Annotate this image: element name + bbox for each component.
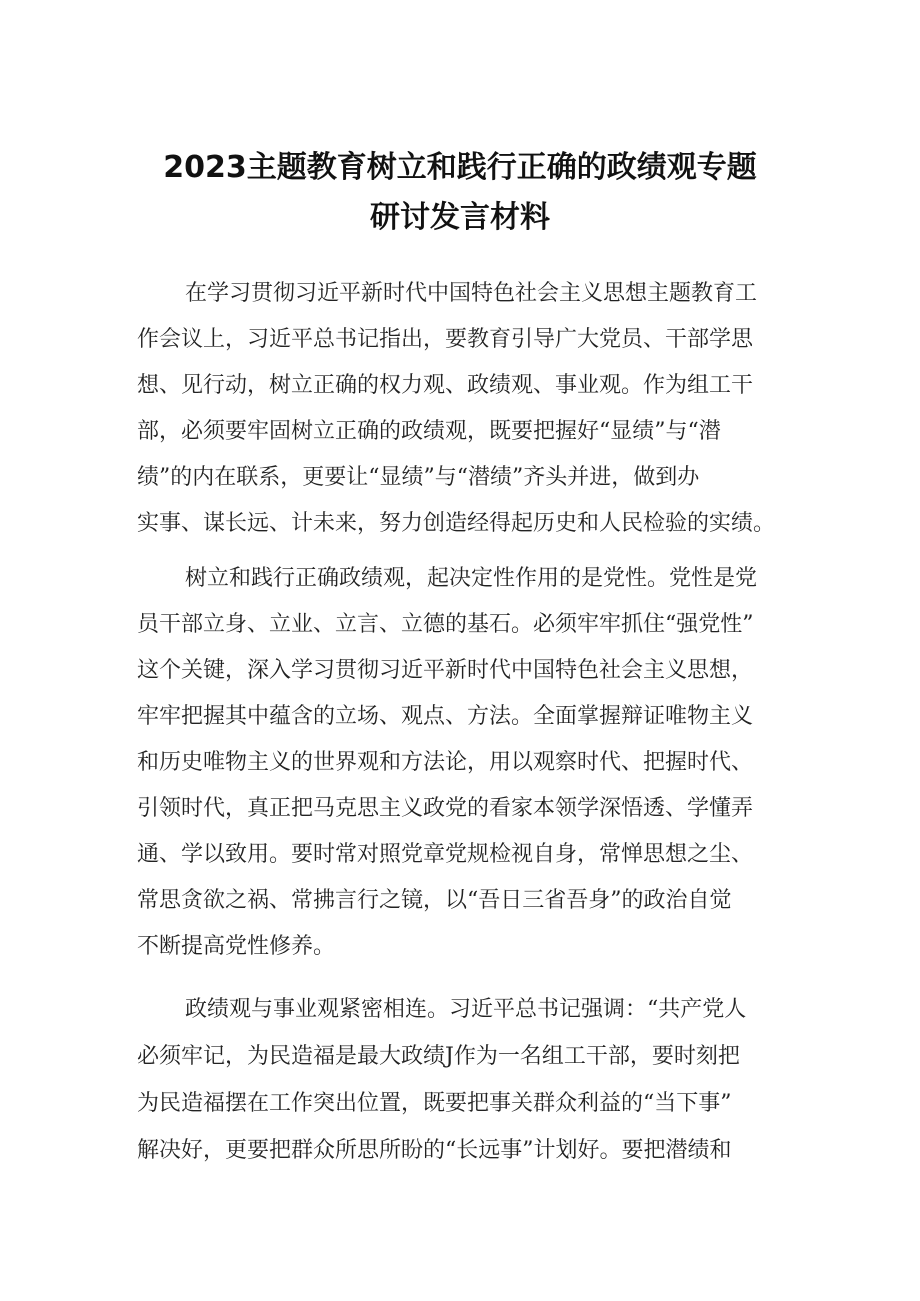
- paragraph-line: 实事、谋长远、计未来，努力创造经得起历史和人民检验的实绩。: [137, 511, 776, 536]
- paragraph-line: 树立和践行正确政绩观，起决定性作用的是党性。党性是党: [185, 566, 758, 591]
- paragraph-line: 部，必须要牢固树立正确的政绩观，既要把握好“显绩”与“潜: [137, 419, 721, 444]
- paragraph-line: 解决好，更要把群众所思所盼的“长远事”计划好。要把潜绩和: [137, 1138, 732, 1163]
- paragraph-line: 想、见行动，树立正确的权力观、政绩观、事业观。作为组工干: [137, 373, 754, 398]
- paragraph-line: 牢牢把握其中蕴含的立场、观点、方法。全面掌握辩证唯物主义: [137, 704, 754, 729]
- paragraph-line: [0, 1180, 920, 1216]
- paragraph-line: 通、学以致用。要时常对照党章党规检视自身，常惮思想之尘、: [137, 842, 754, 867]
- paragraph-line: 作会议上，习近平总书记指出，要教育引导广大党员、干部学思: [137, 327, 754, 352]
- paragraph-line: 必须牢记，为民造福是最大政绩J作为一名组工干部，要时刻把: [137, 1044, 740, 1069]
- paragraph-line: 不断提高党性修养。: [137, 934, 336, 959]
- paragraph-line: 政绩观与事业观紧密相连。习近平总书记强调：“共产党人: [185, 997, 747, 1022]
- paragraph-line: 这个关键，深入学习贯彻习近平新时代中国特色社会主义思想，: [137, 658, 754, 683]
- document-title-line-1: 2023主题教育树立和践行正确的政绩观专题: [163, 150, 757, 185]
- paragraph-line: 员干部立身、立业、立言、立德的基石。必须牢牢抓住“强党性”: [137, 612, 754, 637]
- document-title-line-2: 研讨发言材料: [370, 200, 550, 235]
- paragraph-line: 常思贪欲之祸、常拂言行之镜，以“吾日三省吾身”的政治自觉: [137, 888, 732, 913]
- paragraph-line: 在学习贯彻习近平新时代中国特色社会主义思想主题教育工: [185, 281, 758, 306]
- paragraph-line: 引领时代，真正把马克思主义政党的看家本领学深悟透、学懂弄: [137, 796, 754, 821]
- paragraph-line: 绩”的内在联系，更要让“显绩”与“潜绩”齐头并进，做到办: [137, 465, 700, 490]
- paragraph-line: 和历史唯物主义的世界观和方法论，用以观察时代、把握时代、: [137, 750, 754, 775]
- paragraph-line: 为民造福摆在工作突出位置，既要把事关群众利益的“当下事”: [137, 1091, 732, 1116]
